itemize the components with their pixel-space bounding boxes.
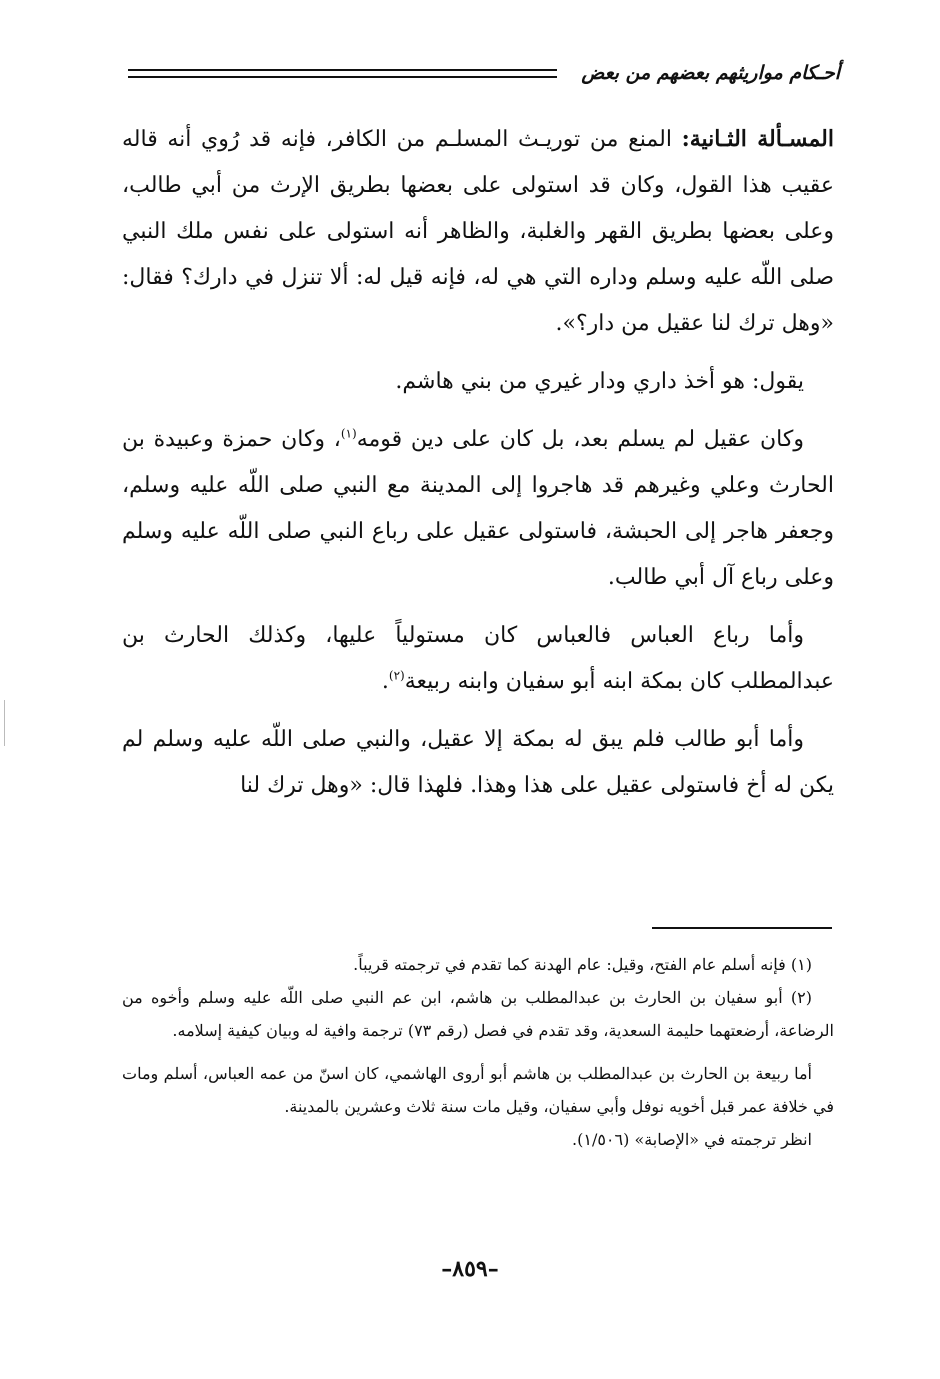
running-header-title: أحـكام مواريثهم بعضهم من بعض <box>581 62 840 84</box>
paragraph-1 <box>122 116 834 347</box>
margin-mark <box>4 700 5 746</box>
paragraph-3-text-b: ، وكان حمزة وعبيدة بن الحارث وعلي وغيرهم قد هاجروا إلى المدينة مع النبي صلى اللّه عليه وسلم، وجعفر هاجر إلى الحبشة، فاستولى عقيل على رباع النبي صلى اللّه عليه وسلم وعلى رباع آل أبي طالب. <box>122 427 834 590</box>
footnote-1: (١) فإنه أسلم عام الفتح، وقيل: عام الهدنة كما تقدم في ترجمته قريباً. <box>353 955 812 974</box>
paragraph-5: وأما أبو طالب فلم يبق له بمكة إلا عقيل، والنبي صلى اللّه عليه وسلم لم يكن له أخ فاستولى عقيل على هذا وهذا. فلهذا قال: «وهل ترك لنا <box>122 727 834 798</box>
paragraph-4-text-b: . <box>381 669 389 694</box>
running-header <box>128 56 840 90</box>
paragraph-2: يقول: هو أخذ داري ودار غيري من بني هاشم. <box>395 369 804 394</box>
footnote-2-reference: انظر ترجمته في «الإصابة» (١/٥٠٦). <box>572 1130 812 1149</box>
paragraph-3 <box>122 417 834 601</box>
footnote-2: (٢) أبو سفيان بن الحارث بن عبدالمطلب بن هاشم، ابن عم النبي صلى اللّه عليه وسلم وأخوه من الرضاعة، أرضعتهما حليمة السعدية، وقد تقدم في فصل (رقم ٧٣) ترجمة وافية له وبيان كيفية إسلامه. <box>122 988 834 1040</box>
footnote-2-continuation: أما ربيعة بن الحارث بن عبدالمطلب بن هاشم أبو أروى الهاشمي، كان اسنّ من عمه العباس، أسلم ومات في خلافة عمر قبل أخويه نوفل وأبي سفيان، وقيل مات سنة ثلاث وعشرين بالمدينة. <box>122 1064 834 1116</box>
paragraph-3-text-a: وكان عقيل لم يسلم بعد، بل كان على دين قومه <box>356 427 804 452</box>
paragraph-4-text-a: وأما رباع العباس فالعباس كان مستولياً عليها، وكذلك الحارث بن عبدالمطلب كان بمكة ابنه أبو سفيان وابنه ربيعة <box>122 623 834 694</box>
footnote-ref-2[interactable]: (٢) <box>388 668 405 683</box>
paragraph-4 <box>122 613 834 705</box>
main-text <box>122 116 834 821</box>
header-double-rule <box>128 69 557 78</box>
footnote-ref-1[interactable]: (١) <box>340 426 357 441</box>
footnote-separator <box>652 927 832 929</box>
page-number: –٨٥٩– <box>441 1256 499 1282</box>
issue-heading: المسـألة الثـانية: <box>681 126 834 152</box>
footnotes <box>122 948 834 1156</box>
paragraph-1-text: المنع من توريـث المسلـم من الكافر، فإنه قد رُوي أنه قاله عقيب هذا القول، وكان قد استولى على بعضها بطريق الإرث من أبي طالب، وعلى بعضها بطريق القهر والغلبة، والظاهر أنه استولى على نفس ملك النبي صلى اللّه عليه وسلم وداره التي هي له، فإنه قيل له: ألا تنزل في دارك؟ فقال: «وهل ترك لنا عقيل من دار؟». <box>122 127 834 336</box>
